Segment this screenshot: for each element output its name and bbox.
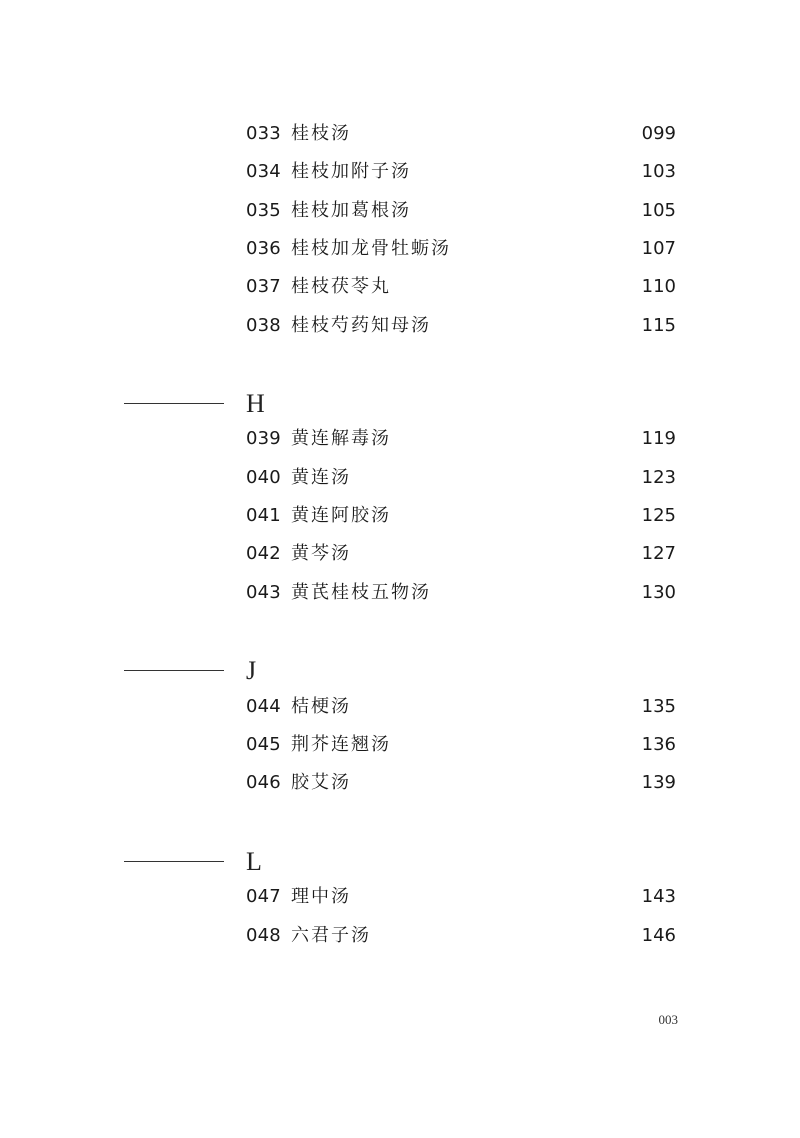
entry-title: 黄芪桂枝五物汤 (290, 582, 431, 603)
toc-entry[interactable] (246, 424, 676, 454)
entry-number: 035 (246, 200, 281, 221)
entry-title: 桂枝汤 (290, 123, 351, 144)
toc-entry[interactable] (246, 311, 676, 341)
entry-number: 033 (246, 123, 281, 144)
entry-page: 115 (641, 315, 676, 336)
section-letter-heading: J (246, 656, 257, 685)
entry-page: 099 (641, 123, 676, 144)
entry-title: 桂枝芍药知母汤 (290, 315, 431, 336)
entry-page: 110 (641, 276, 676, 297)
section-divider (124, 403, 224, 404)
toc-entry[interactable] (246, 157, 676, 187)
entry-page: 107 (641, 238, 676, 259)
entry-page: 125 (641, 505, 676, 526)
entry-title: 黄连阿胶汤 (290, 505, 391, 526)
entry-page: 127 (641, 543, 676, 564)
entry-number: 038 (246, 315, 281, 336)
entry-page: 123 (641, 467, 676, 488)
entry-title: 荆芥连翘汤 (290, 734, 391, 755)
entry-number: 045 (246, 734, 281, 755)
entry-page: 139 (641, 772, 676, 793)
entry-number: 034 (246, 161, 281, 182)
toc-entry[interactable] (246, 730, 676, 760)
entry-number: 036 (246, 238, 281, 259)
entry-number: 044 (246, 696, 281, 717)
entry-number: 048 (246, 925, 281, 946)
toc-entry[interactable] (246, 692, 676, 722)
entry-number: 037 (246, 276, 281, 297)
toc-entry[interactable] (246, 921, 676, 951)
entry-number: 039 (246, 428, 281, 449)
section-letter-heading: L (246, 847, 262, 876)
entry-title: 桂枝加葛根汤 (290, 200, 411, 221)
section-letter-heading: H (246, 389, 265, 418)
section-divider (124, 670, 224, 671)
entry-page: 103 (641, 161, 676, 182)
entry-number: 046 (246, 772, 281, 793)
toc-entry[interactable] (246, 119, 676, 149)
entry-page: 136 (641, 734, 676, 755)
entry-title: 桂枝茯苓丸 (290, 276, 391, 297)
toc-entry[interactable] (246, 272, 676, 302)
entry-page: 105 (641, 200, 676, 221)
toc-entry[interactable] (246, 578, 676, 608)
entry-page: 146 (641, 925, 676, 946)
toc-entry[interactable] (246, 463, 676, 493)
entry-page: 135 (641, 696, 676, 717)
toc-entry[interactable] (246, 234, 676, 264)
entry-page: 130 (641, 582, 676, 603)
entry-page: 143 (641, 886, 676, 907)
entry-title: 理中汤 (290, 886, 351, 907)
page-number: 003 (658, 1012, 678, 1027)
entry-title: 桂枝加龙骨牡蛎汤 (290, 238, 451, 259)
entry-title: 六君子汤 (290, 925, 371, 946)
toc-entry[interactable] (246, 501, 676, 531)
entry-number: 043 (246, 582, 281, 603)
entry-title: 黄芩汤 (290, 543, 351, 564)
toc-entry[interactable] (246, 196, 676, 226)
entry-number: 047 (246, 886, 281, 907)
toc-entry[interactable] (246, 539, 676, 569)
entry-number: 040 (246, 467, 281, 488)
section-divider (124, 861, 224, 862)
entry-number: 042 (246, 543, 281, 564)
entry-title: 黄连解毒汤 (290, 428, 391, 449)
entry-title: 桔梗汤 (290, 696, 351, 717)
entry-page: 119 (641, 428, 676, 449)
entry-title: 胶艾汤 (290, 772, 351, 793)
toc-entry[interactable] (246, 882, 676, 912)
entry-title: 桂枝加附子汤 (290, 161, 411, 182)
toc-entry[interactable] (246, 768, 676, 798)
entry-number: 041 (246, 505, 281, 526)
entry-title: 黄连汤 (290, 467, 351, 488)
